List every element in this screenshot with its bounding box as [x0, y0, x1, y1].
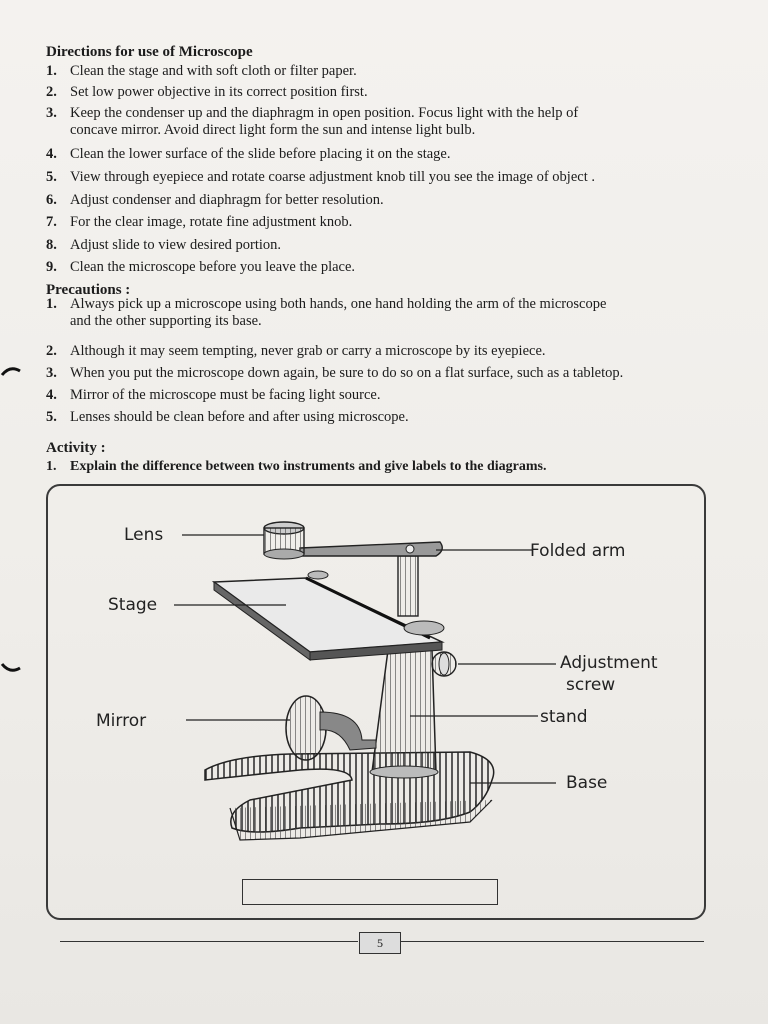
item-text: Mirror of the microscope must be facing light source. [70, 387, 381, 403]
label-folded-arm: Folded arm [530, 541, 626, 561]
item-number: 2. [46, 343, 57, 359]
item-text: Clean the stage and with soft cloth or filter paper. [70, 63, 357, 79]
footer-rule-left [60, 941, 358, 942]
item-number: 1. [46, 459, 57, 474]
item-text: Set low power objective in its correct position first. [70, 84, 368, 100]
footer-rule-right [401, 941, 704, 942]
item-text-continuation: and the other supporting its base. [70, 313, 262, 329]
label-stand: stand [540, 707, 588, 727]
item-text: Adjust condenser and diaphragm for better resolution. [70, 192, 384, 208]
diagram-name-answer-box[interactable] [242, 879, 498, 905]
directions-heading: Directions for use of Microscope [46, 44, 253, 60]
item-number: 5. [46, 169, 57, 185]
item-number: 1. [46, 63, 57, 79]
microscope-stand [372, 650, 436, 772]
item-text: Keep the condenser up and the diaphragm in open position. Focus light with the help of [70, 105, 579, 121]
item-text: Although it may seem tempting, never grab or carry a microscope by its eyepiece. [70, 343, 546, 359]
item-number: 5. [46, 409, 57, 425]
item-number: 2. [46, 84, 57, 100]
item-text: Lenses should be clean before and after using microscope. [70, 409, 409, 425]
item-text: For the clear image, rotate fine adjustment knob. [70, 214, 353, 230]
item-text: Clean the microscope before you leave the place. [70, 259, 356, 275]
microscope-column [398, 556, 418, 616]
label-adjustment-screw-line2: screw [566, 675, 616, 695]
page-number: 5 [359, 932, 401, 954]
label-lens: Lens [124, 525, 164, 545]
item-text: Clean the lower surface of the slide before placing it on the stage. [70, 146, 451, 162]
activity-heading: Activity : [46, 440, 106, 456]
label-stage: Stage [108, 595, 158, 615]
item-text: Explain the difference between two instruments and give labels to the diagrams. [70, 459, 547, 474]
item-number: 3. [46, 365, 57, 381]
item-number: 3. [46, 105, 57, 121]
item-number: 6. [46, 192, 57, 208]
label-mirror: Mirror [96, 711, 147, 731]
item-text-continuation: concave mirror. Avoid direct light form the sun and intense light bulb. [70, 122, 476, 138]
precautions-heading: Precautions : [46, 282, 131, 298]
item-number: 9. [46, 259, 57, 275]
item-text: Adjust slide to view desired portion. [70, 237, 282, 253]
item-number: 1. [46, 296, 57, 312]
item-number: 4. [46, 146, 57, 162]
microscope-folded-arm [300, 542, 442, 556]
item-number: 4. [46, 387, 57, 403]
item-text: Always pick up a microscope using both hands, one hand holding the arm of the microscope [70, 296, 607, 312]
item-number: 8. [46, 237, 57, 253]
item-text: When you put the microscope down again, be sure to do so on a flat surface, such as a tabletop. [70, 365, 624, 381]
item-text: View through eyepiece and rotate coarse adjustment knob till you see the image of object . [70, 169, 595, 185]
label-base: Base [566, 773, 608, 793]
item-number: 7. [46, 214, 57, 230]
label-adjustment-screw-line1: Adjustment [560, 653, 658, 673]
